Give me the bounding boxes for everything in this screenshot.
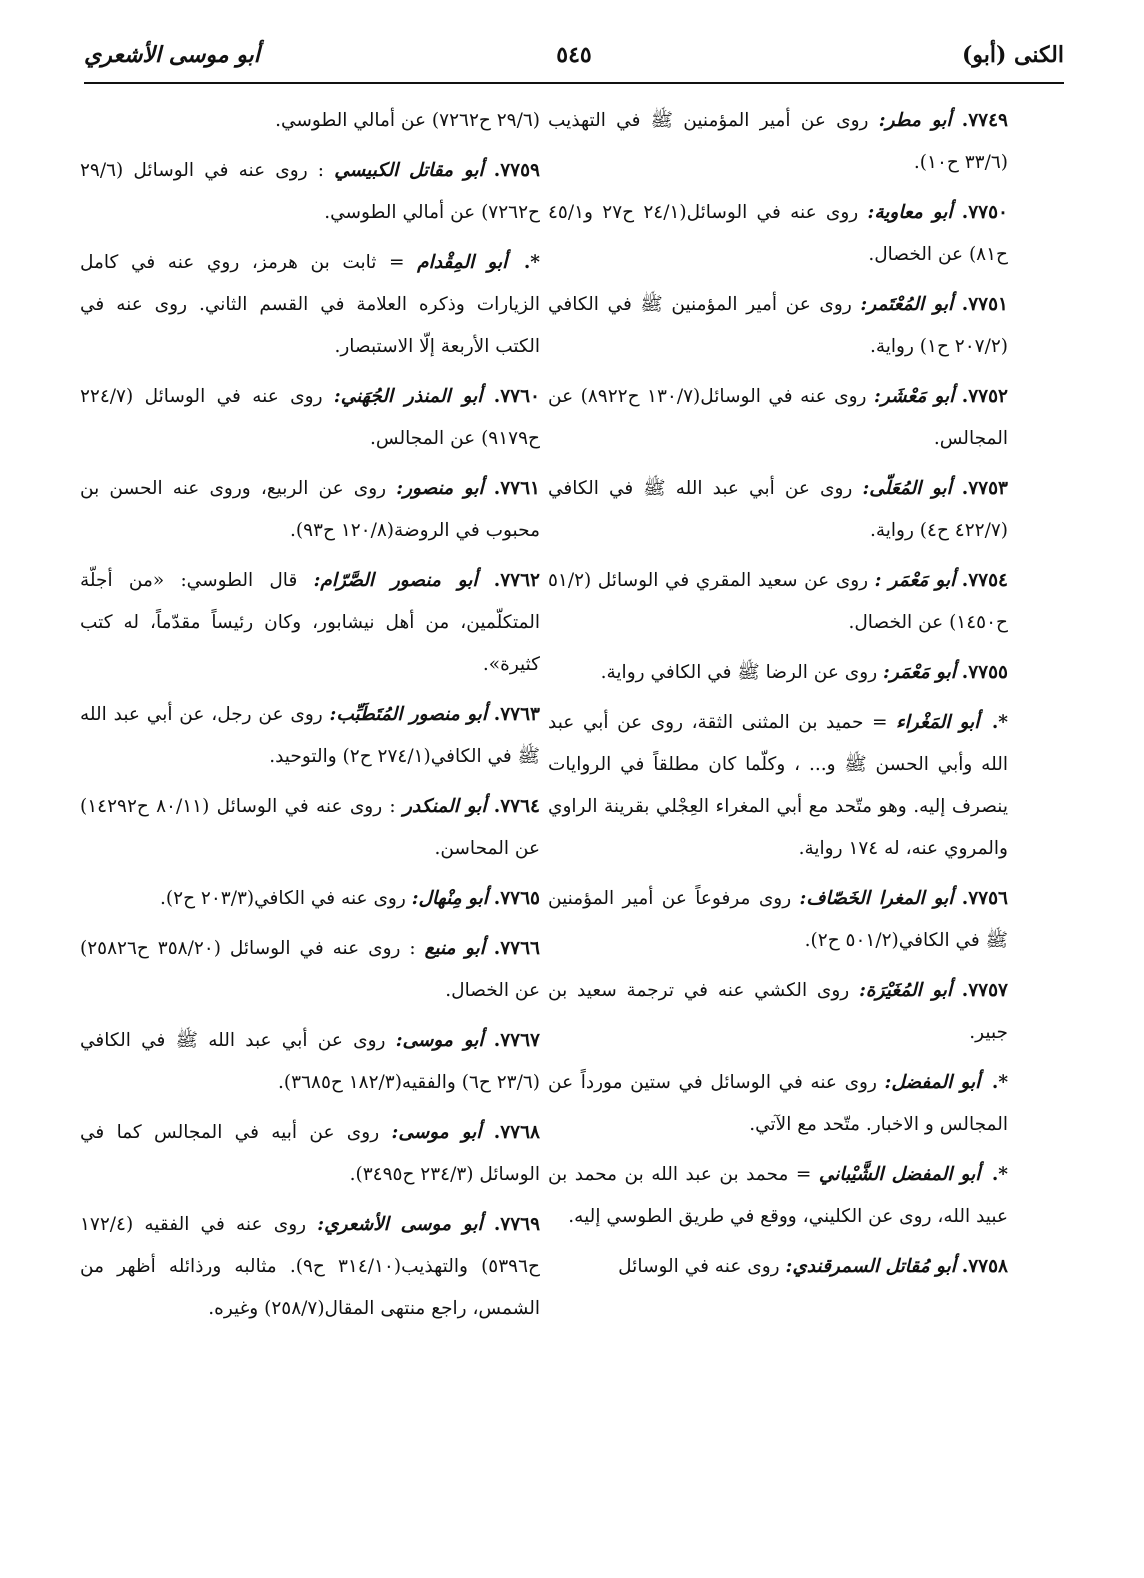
entry-number: ٧٧٦٩.: [493, 1214, 541, 1235]
entry-number: ٧٧٥٧.: [961, 980, 1008, 1001]
entry-name: أبو المُغَيْرَة:: [859, 980, 952, 1001]
entry-text: روى عنه في الوسائل: [618, 1256, 780, 1277]
entry: [80, 1204, 540, 1330]
entry-text: روى عن أبيه في المجالس كما في الوسائل (٢٣٤/٣ ح٣٤٩٥).: [80, 1122, 540, 1185]
entry-name: أبو المِقْدام: [417, 252, 508, 273]
entry-number: ٧٧٥٢.: [961, 386, 1008, 407]
entry: [80, 1112, 540, 1196]
running-head-right: الكنى (أبو): [961, 42, 1064, 68]
entry-number: ٧٧٥٨.: [961, 1256, 1008, 1277]
left-column: [80, 100, 540, 1338]
entry-text: روى عنه في الكافي(٢٠٣/٣ ح٢).: [160, 888, 406, 909]
entry-text: روى عن الربيع، وروى عنه الحسن بن محبوب في الروضة(١٢٠/٨ ح٩٣).: [80, 478, 540, 541]
entry-text: روى مرفوعاً عن أمير المؤمنين ﷺ في الكافي(٥٠١/٢ ح٢).: [548, 888, 1008, 951]
entry: [80, 928, 540, 1012]
entry-name: أبو مَعْشَر:: [874, 386, 955, 407]
entry-name: أبو المفضل:: [884, 1072, 981, 1093]
entry: [80, 560, 540, 686]
entry-name: أبو مطر:: [878, 110, 952, 131]
entry-text: روى عن أبي عبد الله ﷺ في الكافي (٢٣/٦ ح٦) والفقيه(١٨٢/٣ ح٣٦٨٥).: [80, 1030, 540, 1093]
entry-number: ٧٧٦١.: [493, 478, 540, 499]
entry-name: أبو مَعْمَر :: [874, 570, 956, 591]
entry: [80, 878, 540, 920]
entry-name: أبو مقاتل الكبيسي: [334, 160, 484, 181]
entry-name: أبو موسى الأشعري:: [317, 1214, 483, 1235]
entry-number: ٧٧٥٩.: [493, 160, 540, 181]
entry-text: قال الطوسي: «من أجلّة المتكلّمين، من أهل نيشابور، وكان رئيساً مقدّماً، له كتب كثيرة».: [80, 570, 540, 675]
entry-name: أبو موسى:: [395, 1030, 484, 1051]
entry-text: : روى عنه في الوسائل (٨٠/١١ ح١٤٢٩٢) عن المحاسن.: [80, 796, 540, 859]
entry-number: *.: [523, 252, 540, 273]
entry-text: روى عن رجل، عن أبي عبد الله ﷺ في الكافي(٢٧٤/١ ح٢) والتوحيد.: [80, 704, 540, 767]
entry: [548, 878, 1008, 962]
entry-number: ٧٧٦٠.: [493, 386, 540, 407]
entry-name: أبو معاوية:: [867, 202, 953, 223]
entry-text: = حميد بن المثنى الثقة، روى عن أبي عبد الله وأبي الحسن ﷺ و... ، وكلّما كان مطلقاً في الروايات ينصرف إليه. وهو متّحد مع أبي المغراء العِجْلي بقرينة الراوي والمروي عنه، له ١٧٤ رواية.: [548, 712, 1008, 859]
entry-name: أبو المنذر الجُهَني:: [333, 386, 483, 407]
entry-number: ٧٧٦٥.: [493, 888, 540, 909]
entry-text: روى عنه في الوسائل في ستين مورداً عن المجالس و الاخبار. متّحد مع الآتي.: [548, 1072, 1008, 1135]
entry-name: أبو المفضل الشَّيْباني: [818, 1164, 981, 1185]
entry-name: أبو مِنْهال:: [411, 888, 488, 909]
entry-text: : روى عنه في الوسائل (٣٥٨/٢٠ ح٢٥٨٢٦) عن الخصال.: [80, 938, 540, 1001]
entry-name: أبو موسى:: [391, 1122, 482, 1143]
running-head-left: أبو موسى الأشعري: [84, 42, 260, 68]
entry-name: أبو المغرا الخَصّاف:: [799, 888, 954, 909]
entry: [80, 242, 540, 368]
entry-number: ٧٧٦٦.: [493, 938, 540, 959]
entry-number: ٧٧٦٨.: [493, 1122, 540, 1143]
entry-name: أبو المُعَلّى:: [862, 478, 952, 499]
entry-number: ٧٧٥١.: [961, 294, 1008, 315]
entry: [548, 970, 1008, 1054]
entry: [548, 100, 1008, 184]
page-number: ٥٤٥: [556, 42, 592, 68]
entry-text: = ثابت بن هرمز، روي عنه في كامل الزيارات وذكره العلامة في القسم الثاني. روى عنه في الكتب الأربعة إلّا الاستبصار.: [80, 252, 540, 357]
entry: [80, 150, 540, 234]
entry: [548, 702, 1008, 870]
entry-number: ٧٧٥٤.: [961, 570, 1008, 591]
entry: [80, 468, 540, 552]
entry-text: : روى عنه في الوسائل (٢٩/٦ ح٧٢٦٢) عن أمالي الطوسي.: [80, 160, 540, 223]
entry-number: ٧٧٥٣.: [961, 478, 1008, 499]
entry-text: روى عنه في الوسائل(٢٤/١ ح٢٧ و٤٥/١ ح٨١) عن الخصال.: [548, 202, 1008, 265]
entry-name: أبو المَغْراء: [895, 712, 980, 733]
entry-text: روى عن سعيد المقري في الوسائل (٥١/٢ ح١٤٥٠) عن الخصال.: [548, 570, 1008, 633]
entry-number: ٧٧٥٥.: [961, 662, 1008, 683]
entry: [80, 100, 540, 142]
entry-name: أبو منيع: [424, 938, 485, 959]
entry-number: ٧٧٤٩.: [961, 110, 1008, 131]
entry: [548, 1154, 1008, 1238]
entry-name: أبو منصور الصَّرّام:: [313, 570, 478, 591]
entry: [80, 376, 540, 460]
entry: [548, 652, 1008, 694]
entry: [548, 192, 1008, 276]
page-header: [84, 38, 1064, 78]
entry-text: روى عن أمير المؤمنين ﷺ في التهذيب (٣٣/٦ ح١٠).: [548, 110, 1008, 173]
entry: [80, 1020, 540, 1104]
entry-number: *.: [991, 1072, 1008, 1093]
entry-name: أبو منصور:: [396, 478, 484, 499]
entry-text: روى عن أبي عبد الله ﷺ في الكافي (٤٢٢/٧ ح٤) رواية.: [548, 478, 1008, 541]
entry: [548, 468, 1008, 552]
entry: [548, 1246, 1008, 1288]
entry-number: ٧٧٥٦.: [961, 888, 1008, 909]
entry: [80, 786, 540, 870]
entry-number: ٧٧٦٤.: [493, 796, 540, 817]
entry-text: = محمد بن عبد الله بن محمد بن عبيد الله، روى عن الكليني، ووقع في طريق الطوسي إليه.: [548, 1164, 1008, 1227]
entry-number: ٧٧٦٧.: [493, 1030, 540, 1051]
entry-number: *.: [991, 712, 1008, 733]
entry-number: *.: [991, 1164, 1008, 1185]
entry-name: أبو مَعْمَر:: [883, 662, 956, 683]
entry-number: ٧٧٦٣.: [493, 704, 540, 725]
entry-text: روى عنه في الوسائل (٢٢٤/٧ ح٩١٧٩) عن المجالس.: [80, 386, 540, 449]
entry: [548, 560, 1008, 644]
entry-number: ٧٧٥٠.: [961, 202, 1008, 223]
entry-text: روى الكشي عنه في ترجمة سعيد بن جبير.: [548, 980, 1008, 1043]
entry: [80, 694, 540, 778]
entry-number: ٧٧٦٢.: [493, 570, 540, 591]
entry-name: أبو المُعْتَمر:: [860, 294, 954, 315]
entry-text: روى عنه في الفقيه (١٧٢/٤ ح٥٣٩٦) والتهذيب(٣١٤/١٠ ح٩). مثالبه ورذائله أظهر من الشمس، راجع منتهى المقال(٢٥٨/٧) وغيره.: [80, 1214, 540, 1319]
entry-text: (٢٩/٦ ح٧٢٦٢) عن أمالي الطوسي.: [275, 110, 540, 131]
entry: [548, 284, 1008, 368]
entry-text: روى عن الرضا ﷺ في الكافي رواية.: [600, 662, 878, 683]
header-rule: [84, 82, 1064, 84]
entry-text: روى عن أمير المؤمنين ﷺ في الكافي (٢٠٧/٢ ح١) رواية.: [548, 294, 1008, 357]
entry-text: روى عنه في الوسائل(١٣٠/٧ ح٨٩٢٢) عن المجالس.: [548, 386, 1008, 449]
entry: [548, 1062, 1008, 1146]
entry-name: أبو مُقاتل السمرقندي:: [785, 1256, 956, 1277]
entry-name: أبو المنكدر: [402, 796, 487, 817]
entry: [548, 376, 1008, 460]
right-column: [548, 100, 1008, 1296]
entry-name: أبو منصور المُتَطَبِّب:: [329, 704, 487, 725]
